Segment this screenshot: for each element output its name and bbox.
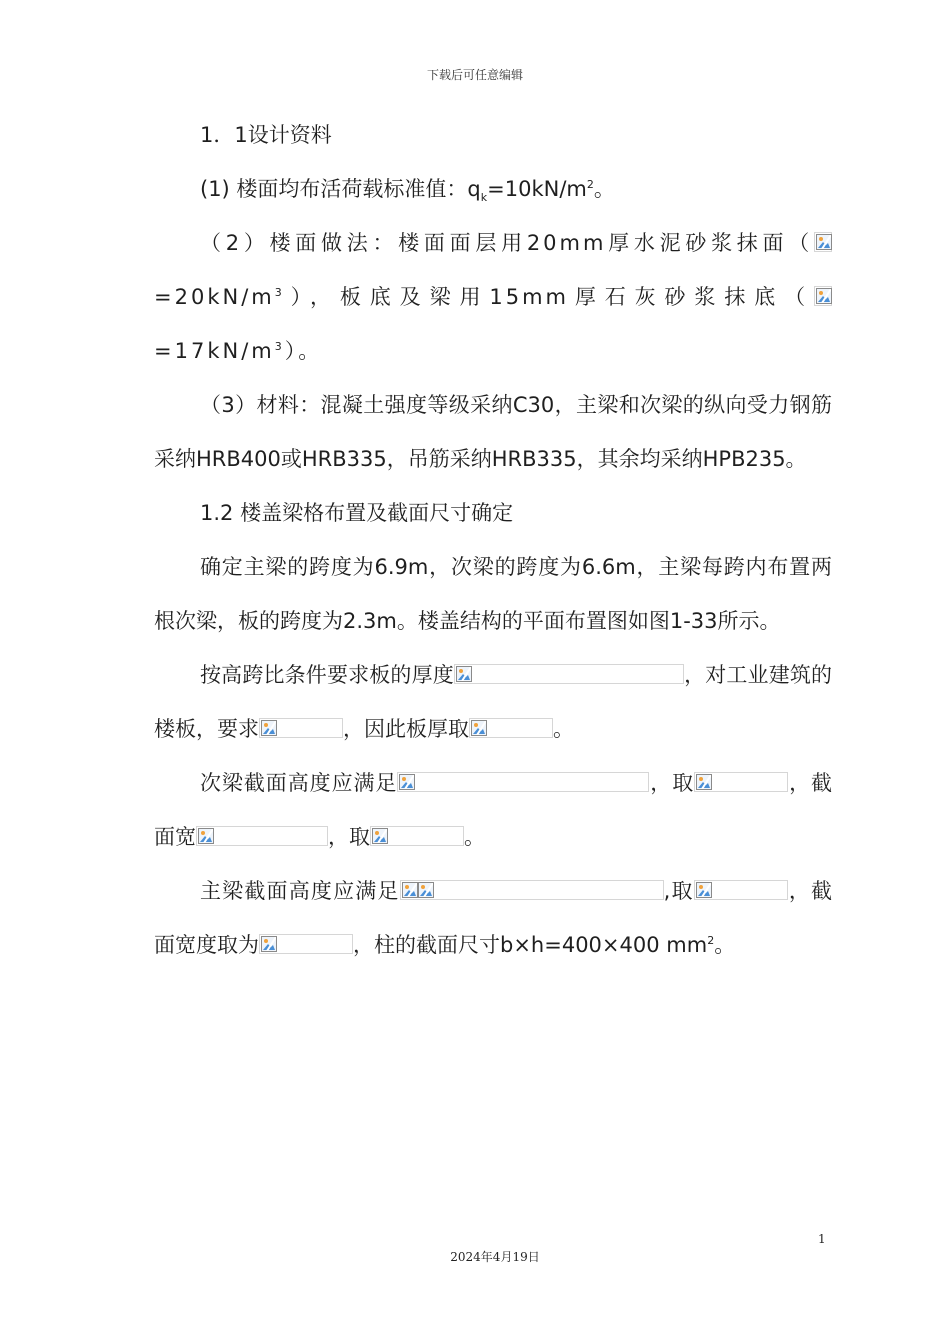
floor-finish-item xyxy=(154,216,832,378)
broken-image-icon xyxy=(261,936,277,952)
broken-image-icon xyxy=(471,720,487,736)
broken-image-icon xyxy=(399,774,415,790)
main-beam-text-1: 主梁截面高度应满足 xyxy=(200,879,400,903)
materials-item: （3）材料：混凝土强度等级采纳C30，主梁和次梁的纵向受力钢筋采纳HRB400或HRB335，吊筋采纳HRB335，其余均采纳HPB235。 xyxy=(154,393,832,471)
broken-image-icon xyxy=(816,234,832,250)
main-beam-height-formula-image xyxy=(400,880,664,900)
document-body xyxy=(154,108,832,972)
main-beam-paragraph xyxy=(154,864,832,972)
main-beam-text-end: 。 xyxy=(714,933,736,957)
main-beam-height-value-image xyxy=(694,880,788,900)
slab-thickness-paragraph xyxy=(154,648,832,756)
secondary-beam-paragraph xyxy=(154,756,832,864)
floor-finish-end: ）。 xyxy=(284,339,323,363)
live-load-text: (1) 楼面均布活荷载标准值：q xyxy=(200,177,481,201)
secondary-beam-text-1: 次梁截面高度应满足 xyxy=(200,771,398,795)
broken-image-icon xyxy=(198,828,214,844)
secondary-beam-text-2: ，取 xyxy=(649,771,695,795)
secondary-beam-width-formula-image xyxy=(196,826,328,846)
live-load-superscript: 2 xyxy=(586,178,594,191)
slab-thickness-value-image xyxy=(469,718,553,738)
page-header-note: 下载后可任意编辑 xyxy=(426,68,523,82)
main-beam-text-3: ，截面宽度取为 xyxy=(154,879,832,957)
column-size-text: ，柱的截面尺寸b×h=400×400 mm xyxy=(353,933,708,957)
footer-date: 2024年4月19日 xyxy=(450,1250,540,1264)
gamma-formula-image xyxy=(814,286,832,306)
slab-text-end: 。 xyxy=(553,717,574,741)
broken-image-icon xyxy=(402,882,418,898)
slab-text-1: 按高跨比条件要求板的厚度 xyxy=(200,663,454,687)
live-load-subscript: k xyxy=(480,191,488,205)
slab-requirement-formula-image xyxy=(259,718,343,738)
secondary-beam-height-formula-image xyxy=(397,772,649,792)
main-beam-text-2: ,取 xyxy=(663,879,694,903)
broken-image-icon xyxy=(696,774,712,790)
secondary-beam-width-value-image xyxy=(370,826,464,846)
layout-paragraph: 确定主梁的跨度为6.9m，次梁的跨度为6.6m，主梁每跨内布置两根次梁，板的跨度为2.3m。楼盖结构的平面布置图如图1-33所示。 xyxy=(154,555,832,633)
main-beam-width-value-image xyxy=(259,934,353,954)
secondary-beam-text-3: ，截面宽 xyxy=(154,771,833,849)
broken-image-icon xyxy=(456,666,472,682)
column-size-superscript: 2 xyxy=(707,934,715,947)
live-load-value: =10kN/m xyxy=(487,177,587,201)
secondary-beam-text-end: 。 xyxy=(464,825,485,849)
secondary-beam-height-value-image xyxy=(694,772,788,792)
slab-text-3: ，因此板厚取 xyxy=(343,717,469,741)
broken-image-icon xyxy=(261,720,277,736)
broken-image-icon xyxy=(418,882,434,898)
live-load-item xyxy=(154,162,832,216)
floor-finish-superscript-2: 3 xyxy=(274,340,285,353)
secondary-beam-text-4: ，取 xyxy=(328,825,370,849)
floor-finish-text-1: （2）楼面做法：楼面面层用20mm厚水泥砂浆抹面（ xyxy=(200,231,814,255)
section-1-2-heading: 1.2 楼盖梁格布置及截面尺寸确定 xyxy=(200,501,514,525)
gamma-formula-image xyxy=(814,232,832,252)
broken-image-icon xyxy=(816,288,832,304)
slab-text-2: ，对工业建筑的楼板，要求 xyxy=(154,663,833,741)
broken-image-icon xyxy=(696,882,712,898)
floor-finish-text-2: ），板底及梁用15mm厚石灰砂浆抹底（ xyxy=(284,285,814,309)
broken-image-icon xyxy=(372,828,388,844)
slab-thickness-formula-image xyxy=(454,664,684,684)
floor-finish-density-1: =20kN/m xyxy=(154,285,275,309)
floor-finish-density-2: =17kN/m xyxy=(154,339,275,363)
live-load-end: 。 xyxy=(593,177,615,201)
floor-finish-superscript-1: 3 xyxy=(274,286,285,299)
section-1-1-heading: 1．1设计资料 xyxy=(200,123,332,147)
page-number: 1 xyxy=(818,1232,826,1246)
